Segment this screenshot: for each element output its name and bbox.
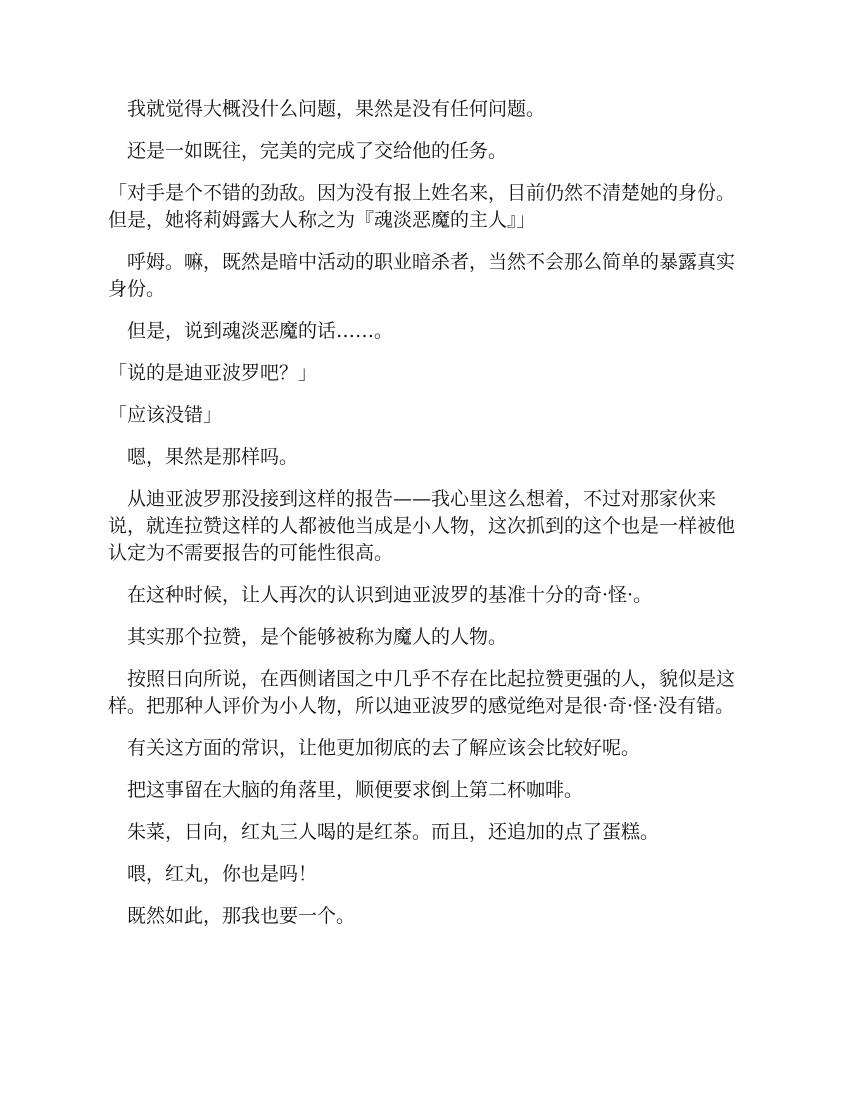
paragraph: 但是，说到魂淡恶魔的话……。 [127,320,394,342]
paragraph: 从迪亚波罗那没接到这样的报告——我心里这么想着，不过对那家伙来说，就连拉赞这样的人都被他当成是小人物，这次抓到的这个也是一样被他认定为不需要报告的可能性很高。 [108,488,736,564]
paragraph: 把这事留在大脑的角落里，顺便要求倒上第二杯咖啡。 [127,779,584,801]
paragraph: 呼姆。嘛，既然是暗中活动的职业暗杀者，当然不会那么简单的暴露真实身份。 [108,251,736,300]
document-body [108,96,748,945]
paragraph: 按照日向所说，在西侧诸国之中几乎不存在比起拉赞更强的人，貌似是这样。把那种人评价为小人物，所以迪亚波罗的感觉绝对是很·奇·怪·没有错。 [108,668,736,717]
paragraph: 朱菜，日向，红丸三人喝的是红茶。而且，还追加的点了蛋糕。 [127,821,660,843]
dialogue-paragraph: 「对手是个不错的劲敌。因为没有报上姓名来，目前仍然不清楚她的身份。但是，她将莉姆露大人称之为『魂淡恶魔的主人』」 [108,182,736,231]
paragraph: 在这种时候，让人再次的认识到迪亚波罗的基准十分的奇·怪·。 [127,584,653,606]
paragraph: 嗯，果然是那样吗。 [127,446,299,468]
paragraph: 我就觉得大概没什么问题，果然是没有任何问题。 [127,98,546,120]
paragraph: 有关这方面的常识，让他更加彻底的去了解应该会比较好呢。 [127,737,641,759]
dialogue-paragraph: 「应该没错」 [108,404,223,426]
paragraph: 既然如此，那我也要一个。 [127,905,356,927]
paragraph: 喂，红丸，你也是吗！ [127,863,318,885]
paragraph: 其实那个拉赞，是个能够被称为魔人的人物。 [127,626,508,648]
dialogue-paragraph: 「说的是迪亚波罗吧？」 [108,362,318,384]
paragraph: 还是一如既往，完美的完成了交给他的任务。 [127,140,508,162]
